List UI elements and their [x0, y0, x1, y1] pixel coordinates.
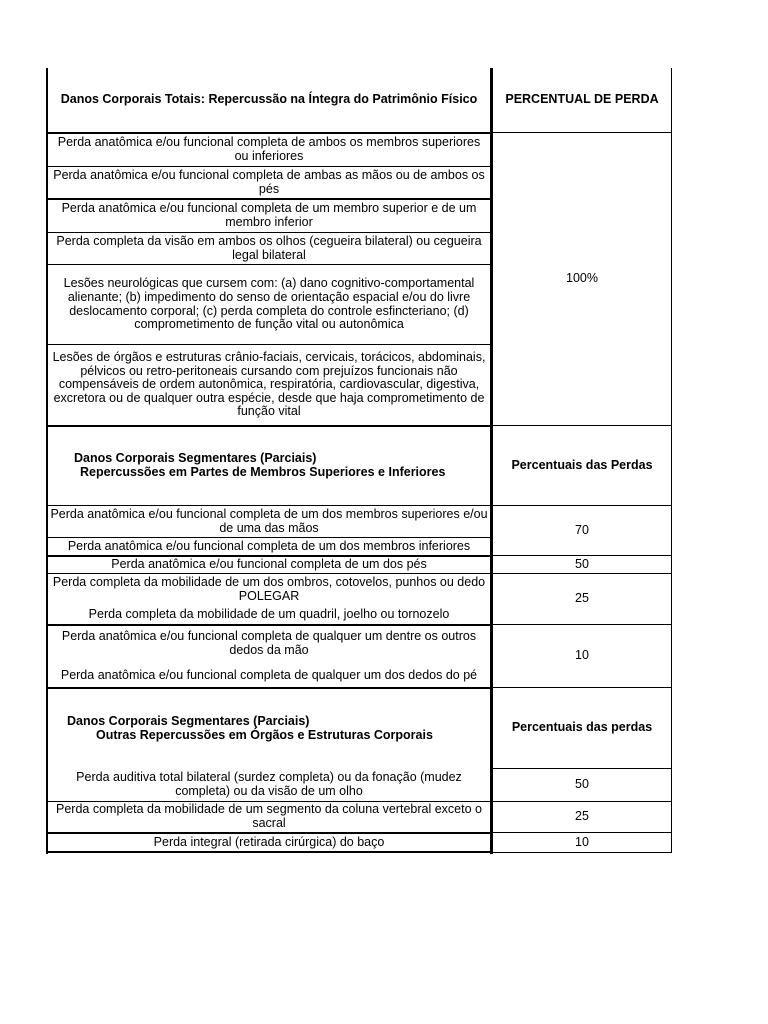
pct-header-text: Percentuais das Perdas: [511, 457, 653, 472]
item-text: Perda anatômica e/ou funcional completa de ambas as mãos ou de ambos os pés: [53, 167, 485, 196]
section2-value: [493, 625, 671, 687]
section2-value: [493, 506, 671, 555]
row-line: [490, 852, 672, 853]
section1-item: [48, 233, 490, 264]
section3-header-line1: Danos Corporais Segmentares (Parciais): [67, 713, 310, 728]
section2-header-line2: Repercussões em Partes de Membros Superiores e Inferiores: [80, 465, 446, 479]
value-text: 50: [575, 556, 589, 571]
section3-item: [48, 802, 490, 832]
section1-pct-header-text: PERCENTUAL DE PERDA: [505, 92, 659, 107]
item-text: Perda anatômica e/ou funcional completa de ambos os membros superiores ou inferiores: [57, 135, 481, 163]
section2-header-line1: Danos Corporais Segmentares (Parciais): [74, 451, 317, 466]
item-text: Lesões de órgãos e estruturas crânio-faciais, cervicais, torácicos, abdominais, pélvicos ou retro-peritoneais cursando com prejuízos funcionais não compensáveis de ordem autonômica, respiratória, cardiovascular, digestiva, excretora ou de qualquer outra espécie, desde que haja comprometimento de função vital: [52, 350, 486, 419]
row-line: [46, 851, 493, 853]
value-text: 70: [575, 522, 589, 537]
section1-item: [48, 200, 490, 232]
section1-item: [48, 265, 490, 344]
item-text: Perda completa da mobilidade de um dos ombros, cotovelos, punhos ou dedo POLEGAR: [52, 575, 486, 603]
item-text: Perda completa da visão em ambos os olhos (cegueira bilateral) ou cegueira legal bilateral: [56, 233, 482, 262]
section1-item: [48, 167, 490, 198]
section2-header: [48, 427, 490, 505]
section1-header-text: Danos Corporais Totais: Repercussão na Íntegra do Patrimônio Físico: [60, 92, 478, 107]
value-text: 25: [575, 809, 589, 824]
section1-item: [48, 345, 490, 425]
section1-header: [48, 68, 490, 132]
value-text: 50: [575, 777, 589, 792]
value-text: 25: [575, 591, 589, 606]
section1-pct-header: [493, 68, 671, 132]
section3-item: [48, 769, 490, 801]
section3-value: [493, 833, 671, 852]
item-text: Lesões neurológicas que cursem com: (a) dano cognitivo-comportamental alienante; (b) impedimento do senso de orientação espacial e/ou do livre deslocamento corporal; (c) perda completa do controle esfincteriano; (d) comprometimento de função vital ou autonômica: [63, 276, 475, 332]
section3-value: [493, 802, 671, 832]
item-text: Perda auditiva total bilateral (surdez completa) ou da fonação (mudez completa) ou da visão de um olho: [76, 770, 462, 798]
section2-item-group: [48, 574, 490, 624]
value-text: 10: [575, 648, 589, 663]
item-text: Perda anatômica e/ou funcional completa de qualquer um dos dedos do pé: [60, 668, 478, 683]
section2-item-group: [48, 626, 490, 687]
item-text: Perda anatômica e/ou funcional completa de qualquer um dentre os outros dedos da mão: [61, 629, 477, 657]
section2-item: [48, 557, 490, 573]
item-text: Perda integral (retirada cirúrgica) do baço: [153, 834, 385, 849]
section1-value: [493, 133, 671, 425]
section3-header: [48, 689, 490, 768]
section2-value: [493, 574, 671, 624]
section2-item: [48, 506, 490, 537]
section3-value: [493, 769, 671, 801]
section2-value: [493, 556, 671, 573]
value-text: 10: [575, 834, 589, 849]
item-text: Perda anatômica e/ou funcional completa de um dos pés: [111, 557, 427, 572]
section3-pct-header: [493, 688, 671, 768]
section3-item: [48, 834, 490, 851]
item-text: Perda anatômica e/ou funcional completa de um dos membros superiores e/ou de uma das mãos: [50, 506, 488, 535]
value-text: 100%: [566, 271, 598, 286]
section2-pct-header: [493, 426, 671, 505]
section3-header-line2: Outras Repercussões em Órgãos e Estruturas Corporais: [96, 727, 433, 742]
item-text: Perda anatômica e/ou funcional completa de um membro superior e de um membro inferior: [61, 201, 477, 229]
table-border-right: [671, 68, 672, 853]
section1-item: [48, 134, 490, 166]
item-text: Perda completa da mobilidade de um quadril, joelho ou tornozelo: [88, 607, 450, 622]
section2-item: [48, 538, 490, 555]
pct-header-text: Percentuais das perdas: [511, 720, 653, 735]
item-text: Perda completa da mobilidade de um segmento da coluna vertebral exceto o sacral: [56, 802, 482, 830]
item-text: Perda anatômica e/ou funcional completa de um dos membros inferiores: [67, 538, 471, 553]
